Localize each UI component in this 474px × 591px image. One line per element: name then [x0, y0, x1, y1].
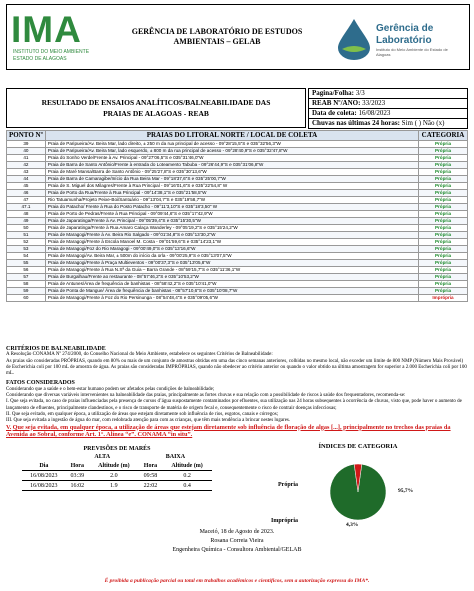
point-place: Praia de Japaratinga/Frente à Rua Amaro Calaça Wanderley - 09°05'19,2"S e 035°15'24,2"W	[45, 225, 418, 232]
lab-title-line-1: GERÊNCIA DE LABORATÓRIO DE ESTUDOS	[131, 27, 303, 36]
lab-title-line-2: AMBIENTAIS – GELAB	[173, 37, 261, 46]
report-meta	[308, 88, 468, 129]
ima-logo-subtitle: INSTITUTO DO MEIO AMBIENTE	[13, 49, 90, 55]
report-info	[6, 88, 468, 130]
point-number: 47	[7, 197, 46, 204]
gelab-logo-line-3: Instituto do Meio Ambiente do Estado de Alagoas	[376, 47, 448, 57]
point-place: Praia de Paripueira/Av. Beira Mar, lado direito, ± 250 m da rua principal de acesso - 09°28'15,5"S e 035°32'56,3"W	[45, 141, 418, 148]
ima-logo-text: IMA	[11, 9, 82, 50]
point-place: Praia de Paripueira/Av. Beira Mar, lado esquerdo, ± 800 m da rua principal de acesso - 09°28'40,9"S e 035°32'47,8"W	[45, 148, 418, 155]
point-place: Praia de Antunes/Área de frequência de banhistas - 08°58'42,2"S e 035°10'41,0"W	[45, 281, 418, 288]
point-place: Praia de Maragogi/Frente à Rua N.Sª da Guia – Barra Grande - 08°59'15,7"S e 035°11'36,1"W	[45, 267, 418, 274]
recommendation-2: II. Que seja evitado, em qualquer época, a utilização de áreas que estejam diretamente sob influência de rios, esgotos, canais e córregos;	[6, 411, 279, 417]
recommendation-5: V. Que seja evitada, em qualquer época, a utilização de áreas que estejam diretamente sob influência de floração de algas [...], principalmente no trechos das praias da Avenida ao Sobral, conforme Art. 1°. Alínea “e”. CONAMA “in situ”.	[6, 423, 451, 438]
report-title-line-2: PRAIAS DE ALAGOAS - REAB	[103, 109, 209, 118]
point-category: Própria	[419, 162, 468, 169]
ima-logo	[11, 9, 99, 61]
table-row	[7, 148, 468, 155]
point-category: Própria	[419, 239, 468, 246]
point-number: 60	[7, 295, 46, 302]
point-category: Própria	[419, 197, 468, 204]
point-category: Própria	[419, 225, 468, 232]
point-place: Praia de Maragogi/Frente à Escola Manoel M. Costa - 09°01'59,6"S e 035°14'23,1"W	[45, 239, 418, 246]
point-number: 46	[7, 190, 46, 197]
sampling-points-table	[6, 130, 468, 302]
point-place: Praia de Porto da Rua/Frente à Rua Principal - 09°14'38,1"S e 035°21'58,5"W	[45, 190, 418, 197]
criteria-paragraph-1: A Resolução CONAMA Nº 274/2000, do Conselho Nacional do Meio Ambiente, estabelece os seguintes Critérios de Balneabilidade:	[6, 352, 273, 358]
point-category: Própria	[419, 155, 468, 162]
point-place: Praia de Ponta de Mangue/ Área de frequência de banhistas - 08°57'10,6"S e 035°10'08,7"W	[45, 288, 418, 295]
point-category: Própria	[419, 274, 468, 281]
date-field: Data de coleta: 16/08/2023	[308, 108, 468, 118]
point-number: 59	[7, 288, 46, 295]
facts-paragraph-2: Considerando que diversas variáveis intervenientes na balneabilidade das praias, principalmente as fortes chuvas e sua relação com a possibilidade de riscos à saúde dos frequentadores, recomenda-se:	[6, 393, 406, 399]
report-title-line-1: RESULTADO DE ENSAIOS ANALÍTICOS/BALNEABILIDADE DAS	[41, 98, 271, 107]
point-place: Praia de Porto de Pedras/Frente à Rua Principal - 09°09'44,6"S e 035°17'42,9"W	[45, 211, 418, 218]
point-number: 48	[7, 211, 46, 218]
point-place: Praia de Japaratinga/Frente à Av. Principal - 09°05'39,4"S e 035°15'30,5"W	[45, 218, 418, 225]
point-place: Praia de Burgalhau/Frente ao restaurante - 08°57'46,2"S e 035°10'53,2"W	[45, 274, 418, 281]
point-place: Praia do Sonho Verde/Frente à Av. Principal - 09°27'06,5"S e 035°31'46,0"W	[45, 155, 418, 162]
point-number: 45	[7, 183, 46, 190]
tide-day-header: Dia	[22, 461, 66, 471]
facts-paragraph-1: Considerando que a saúde e o bem-estar humano podem ser afetados pelas condições de balneabilidade;	[6, 386, 215, 392]
table-row	[7, 260, 468, 267]
category-index-chart	[258, 440, 458, 532]
point-category: Própria	[419, 169, 468, 176]
point-number: 54	[7, 253, 46, 260]
table-row	[7, 218, 468, 225]
criteria-paragraph-2: As praias são consideradas PRÓPRIAS, quando em 80% ou mais de um conjunto de amostras obtidas em uma das cinco semanas anteriores, colhidas no mesmo local, não exceder um limite de 800 NMP (Número Mais Provável) de Escherichia coli por 100 mL de amostra de água. As praias são consideradas IMPRÓPRIAS, quando não obedecer ao critério anterior ou quando o valor obtido na última amostragem for superior a 2.000 Escherichia coli por 100 mL.	[6, 358, 467, 377]
tide-alt-header: Altitude (m)	[89, 461, 139, 471]
gelab-logo-line-2: Laboratório	[376, 35, 432, 46]
recommendation-1: I. Que seja evitada, no caso de praias influenciadas pela presença de cursos d’água suspostamente contaminados por efluentes, sua utilização nas 24 horas subsequentes à ocorrência de chuvas, visto que, pode haver o aumento de lançamento de efluentes, principalmente clandestinos, e o risco de transporte de matéria de origem fecal e, consequentemente o risco de contrair doenças infecciosas;	[6, 399, 462, 411]
tide-alt-header-2: Altitude (m)	[162, 461, 212, 471]
table-row	[7, 204, 468, 211]
point-category: Própria	[419, 288, 468, 295]
point-category: Própria	[419, 148, 468, 155]
tide-low-header: BAIXA	[165, 453, 186, 460]
recommendation-3: III. Que seja evitada a ingestão de água do mar, com redobrada atenção para com as crianças, que têm mais tendência a brincar nestes lugares.	[6, 418, 291, 424]
data-label-propria: 95,7%	[398, 488, 414, 494]
point-category: Própria	[419, 253, 468, 260]
point-category: Própria	[419, 204, 468, 211]
point-number: 49	[7, 218, 46, 225]
point-number: 53	[7, 246, 46, 253]
page-field: Pagina/Folha: 3/3	[308, 88, 468, 98]
point-place: Praia de Maragogi/Av. Beira Mar, ± 500m do início da orla - 09°00'25,9"S e 035°13'07,5"W	[45, 253, 418, 260]
table-row	[7, 169, 468, 176]
criteria-heading: CRITÉRIOS DE BALNEABILIDADE	[6, 346, 106, 352]
chart-title: ÍNDICES DE CATEGORIA	[318, 443, 398, 450]
point-place: Praia de Barra de Camaragibe/Início da Rua Beira Mar - 09°18'37,6"S e 035°25'00,7"W	[45, 176, 418, 183]
col-point-header: PONTO Nº	[7, 131, 46, 141]
point-number: 51	[7, 232, 46, 239]
point-place: Praia de Maragogi/Frente à Praça Multieventos - 09°00'37,3"S e 035°13'05,8"W	[45, 260, 418, 267]
tide-title: PREVISÕES DE MARÉS	[83, 446, 151, 452]
report-title	[6, 88, 306, 128]
point-category: Própria	[419, 218, 468, 225]
table-row	[7, 267, 468, 274]
point-place: Praia de Barra de Santo Antônio/Frente à entrada do Loteamento Tabuba - 09°26'44,9"S e 035°31'06,8"W	[45, 162, 418, 169]
point-category: Própria	[419, 176, 468, 183]
point-place: Praia de Maragogi/Foz do Rio Maragogi - 09°00'49,0"S e 035°13'16,6"W	[45, 246, 418, 253]
table-row	[7, 141, 468, 148]
point-number: 55	[7, 260, 46, 267]
table-row	[7, 288, 468, 295]
tide-hour-header: Hora	[66, 461, 89, 471]
table-row	[7, 176, 468, 183]
table-row	[7, 197, 468, 204]
data-label-impropria: 4,3%	[346, 522, 359, 528]
signoff-name: Rosana Correia Vieira	[210, 538, 264, 544]
table-row	[7, 183, 468, 190]
point-number: 50	[7, 225, 46, 232]
lab-title	[117, 27, 317, 47]
point-place: Praia de S. Miguel dos Milagres/Frente à Rua Principal - 09°16'01,6"S e 035°22'54,8" W	[45, 183, 418, 190]
table-row	[7, 274, 468, 281]
table-row	[7, 225, 468, 232]
table-row	[7, 295, 468, 302]
point-number: 40	[7, 148, 46, 155]
point-category: Própria	[419, 141, 468, 148]
point-number: 44	[7, 176, 46, 183]
point-number: 43	[7, 169, 46, 176]
reab-field: REAB Nº/ANO: 33/2023	[308, 98, 468, 108]
table-header-row	[7, 131, 468, 141]
table-row	[7, 190, 468, 197]
tide-forecast	[22, 446, 212, 491]
gelab-logo	[332, 11, 467, 63]
table-row	[7, 253, 468, 260]
legend-impropria: Imprópria	[271, 518, 298, 524]
point-number: 42	[7, 162, 46, 169]
point-number: 57	[7, 274, 46, 281]
gelab-logo-line-1: Gerência de	[376, 23, 434, 34]
point-category: Própria	[419, 183, 468, 190]
signoff-place-date: Maceió, 18 de Agosto de 2023.	[199, 529, 275, 535]
tide-table	[22, 452, 212, 491]
footer-notice: É proibida a publicação parcial ou total em trabalhos acadêmicos e científicos, sem a autorização expressa do IMA*.	[104, 578, 370, 584]
facts-heading: FATOS CONSIDERADOS	[6, 380, 75, 387]
tide-hour-header-2: Hora	[139, 461, 162, 471]
signoff	[130, 528, 344, 555]
page-header	[6, 4, 470, 70]
table-row	[7, 232, 468, 239]
point-category: Imprópria	[419, 295, 468, 302]
criteria-section	[6, 346, 468, 439]
table-row	[7, 162, 468, 169]
col-place-header: PRAIAS DO LITORAL NORTE / LOCAL DE COLETA	[45, 131, 418, 141]
rain-field: Chuvas nas últimas 24 horas: Sim ( ) Não (x)	[308, 118, 468, 129]
point-category: Própria	[419, 267, 468, 274]
point-category: Própria	[419, 260, 468, 267]
point-category: Própria	[419, 190, 468, 197]
point-number: 52	[7, 239, 46, 246]
table-row	[7, 155, 468, 162]
point-place: Praia de Maré Mansa/Barra de Santo Antônio - 09°25'27,8"S e 035°30'13,6"W	[45, 169, 418, 176]
table-row	[7, 239, 468, 246]
legend-propria: Própria	[278, 482, 298, 488]
point-place: Praia de Maragogi/Frente à Av. Beira Rio Salgado - 09°01'34,8"S e 035°13'30,2"W	[45, 232, 418, 239]
point-place: Praia de Maragogi/Frente à Foz do Rio Persinunga - 08°54'48,4"S e 035°09'05,6"W	[45, 295, 418, 302]
table-row	[7, 246, 468, 253]
point-number: 39	[7, 141, 46, 148]
point-number: 58	[7, 281, 46, 288]
table-row	[7, 211, 468, 218]
table-row	[7, 281, 468, 288]
point-place: Praia do Patacho/ Frente à Rua do Posto Patacho - 09°11'3,10"S e 035°18'3,50" W	[45, 204, 418, 211]
point-place: Rio Tatuamunha/Projeto Peixe-Boi/Santuário - 09°13'04,7"S e 035°19'58,7"W	[45, 197, 418, 204]
col-category-header: CATEGORIA	[419, 131, 468, 141]
point-number: 56	[7, 267, 46, 274]
ima-logo-state: ESTADO DE ALAGOAS	[13, 56, 67, 62]
tide-high-header: ALTA	[94, 453, 111, 460]
tide-row: 16/08/2023 03:39 2.0 09:58 0.2	[22, 471, 212, 481]
point-number: 41	[7, 155, 46, 162]
point-number: 47.1	[7, 204, 46, 211]
point-category: Própria	[419, 281, 468, 288]
point-category: Própria	[419, 211, 468, 218]
water-drop-icon	[334, 17, 374, 61]
point-category: Própria	[419, 246, 468, 253]
point-category: Própria	[419, 232, 468, 239]
tide-row: 16/08/2023 16:02 1.9 22:02 0.4	[22, 481, 212, 491]
signoff-role: Engenheira Química - Consultora Ambiental/GELAB	[172, 547, 302, 553]
